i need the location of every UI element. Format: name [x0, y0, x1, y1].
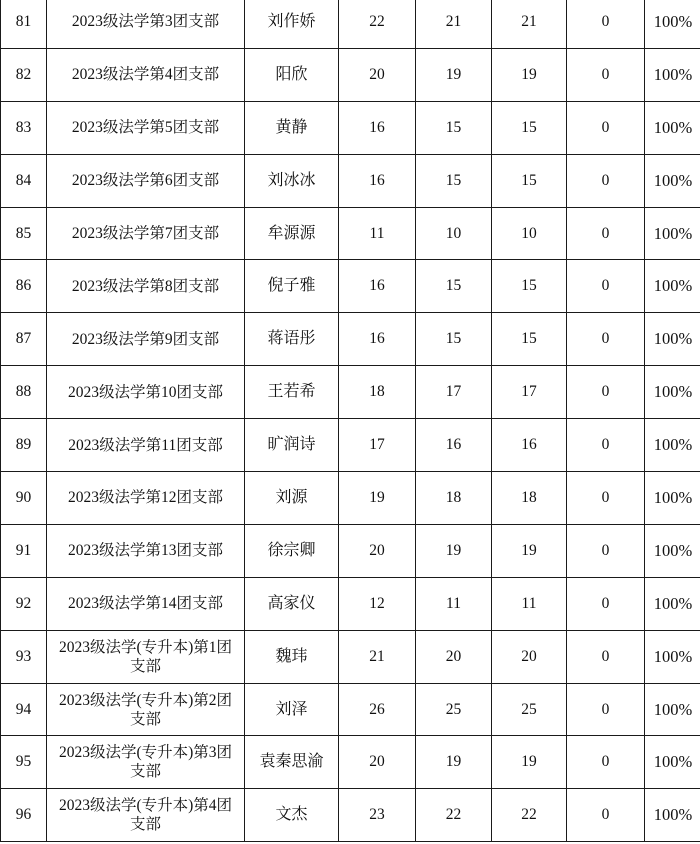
required-count-cell: 19: [416, 524, 492, 577]
table-row: [1, 313, 700, 366]
unit-name-cell: 2023级法学第8团支部: [47, 260, 245, 313]
required-count-cell: 10: [416, 207, 492, 260]
required-count-cell: 15: [416, 260, 492, 313]
unit-name-cell: 2023级法学第6团支部: [47, 154, 245, 207]
row-number-cell: 95: [1, 736, 47, 789]
required-count-cell: 22: [416, 789, 492, 842]
person-name-cell: 蒋语彤: [245, 313, 339, 366]
table-row: [1, 366, 700, 419]
completion-rate-cell: 100%: [645, 577, 700, 630]
row-number-cell: 86: [1, 260, 47, 313]
completion-rate-cell: 100%: [645, 630, 700, 683]
person-name-cell: 刘源: [245, 472, 339, 525]
missing-count-cell: 0: [567, 48, 645, 101]
required-count-cell: 17: [416, 366, 492, 419]
completed-count-cell: 22: [492, 789, 567, 842]
person-name-cell: 刘作娇: [245, 0, 339, 48]
completed-count-cell: 25: [492, 683, 567, 736]
completed-count-cell: 19: [492, 736, 567, 789]
required-count-cell: 16: [416, 419, 492, 472]
row-number-cell: 89: [1, 419, 47, 472]
table-body: [1, 0, 700, 842]
unit-name-cell: 2023级法学(专升本)第3团支部: [47, 736, 245, 789]
table-row: [1, 101, 700, 154]
completed-count-cell: 10: [492, 207, 567, 260]
completed-count-cell: 15: [492, 260, 567, 313]
completed-count-cell: 15: [492, 313, 567, 366]
completion-rate-cell: 100%: [645, 683, 700, 736]
required-count-cell: 20: [416, 630, 492, 683]
person-name-cell: 王若希: [245, 366, 339, 419]
table-row: [1, 260, 700, 313]
missing-count-cell: 0: [567, 630, 645, 683]
required-count-cell: 15: [416, 313, 492, 366]
person-name-cell: 袁秦思渝: [245, 736, 339, 789]
required-count-cell: 25: [416, 683, 492, 736]
row-number-cell: 94: [1, 683, 47, 736]
completed-count-cell: 11: [492, 577, 567, 630]
missing-count-cell: 0: [567, 524, 645, 577]
completion-rate-cell: 100%: [645, 48, 700, 101]
completion-rate-cell: 100%: [645, 154, 700, 207]
table-row: [1, 683, 700, 736]
row-number-cell: 96: [1, 789, 47, 842]
completed-count-cell: 19: [492, 48, 567, 101]
unit-name-cell: 2023级法学第4团支部: [47, 48, 245, 101]
unit-name-cell: 2023级法学(专升本)第2团支部: [47, 683, 245, 736]
total-count-cell: 17: [339, 419, 416, 472]
required-count-cell: 11: [416, 577, 492, 630]
completion-rate-cell: 100%: [645, 736, 700, 789]
total-count-cell: 11: [339, 207, 416, 260]
total-count-cell: 16: [339, 101, 416, 154]
row-number-cell: 93: [1, 630, 47, 683]
completion-rate-cell: 100%: [645, 524, 700, 577]
unit-name-cell: 2023级法学第10团支部: [47, 366, 245, 419]
completion-rate-cell: 100%: [645, 472, 700, 525]
total-count-cell: 16: [339, 260, 416, 313]
completed-count-cell: 19: [492, 524, 567, 577]
completion-rate-cell: 100%: [645, 789, 700, 842]
completion-rate-cell: 100%: [645, 366, 700, 419]
completion-rate-cell: 100%: [645, 207, 700, 260]
unit-name-cell: 2023级法学第9团支部: [47, 313, 245, 366]
total-count-cell: 18: [339, 366, 416, 419]
completed-count-cell: 15: [492, 101, 567, 154]
completed-count-cell: 18: [492, 472, 567, 525]
completion-rate-cell: 100%: [645, 313, 700, 366]
person-name-cell: 刘冰冰: [245, 154, 339, 207]
row-number-cell: 84: [1, 154, 47, 207]
completed-count-cell: 16: [492, 419, 567, 472]
unit-name-cell: 2023级法学第11团支部: [47, 419, 245, 472]
person-name-cell: 高家仪: [245, 577, 339, 630]
total-count-cell: 16: [339, 313, 416, 366]
total-count-cell: 21: [339, 630, 416, 683]
unit-name-cell: 2023级法学第3团支部: [47, 0, 245, 48]
completed-count-cell: 17: [492, 366, 567, 419]
required-count-cell: 19: [416, 736, 492, 789]
completion-rate-cell: 100%: [645, 101, 700, 154]
person-name-cell: 牟源源: [245, 207, 339, 260]
table-row: [1, 524, 700, 577]
person-name-cell: 旷润诗: [245, 419, 339, 472]
table-row: [1, 154, 700, 207]
table-row: [1, 48, 700, 101]
unit-name-cell: 2023级法学第12团支部: [47, 472, 245, 525]
missing-count-cell: 0: [567, 101, 645, 154]
person-name-cell: 徐宗卿: [245, 524, 339, 577]
row-number-cell: 88: [1, 366, 47, 419]
total-count-cell: 20: [339, 736, 416, 789]
missing-count-cell: 0: [567, 472, 645, 525]
row-number-cell: 82: [1, 48, 47, 101]
table-row: [1, 419, 700, 472]
table-row: [1, 577, 700, 630]
completion-rate-cell: 100%: [645, 260, 700, 313]
person-name-cell: 文杰: [245, 789, 339, 842]
required-count-cell: 18: [416, 472, 492, 525]
total-count-cell: 16: [339, 154, 416, 207]
missing-count-cell: 0: [567, 683, 645, 736]
row-number-cell: 85: [1, 207, 47, 260]
required-count-cell: 19: [416, 48, 492, 101]
table-row: [1, 207, 700, 260]
person-name-cell: 阳欣: [245, 48, 339, 101]
row-number-cell: 90: [1, 472, 47, 525]
total-count-cell: 12: [339, 577, 416, 630]
person-name-cell: 刘泽: [245, 683, 339, 736]
table-row: [1, 472, 700, 525]
unit-name-cell: 2023级法学第7团支部: [47, 207, 245, 260]
completed-count-cell: 21: [492, 0, 567, 48]
completed-count-cell: 20: [492, 630, 567, 683]
person-name-cell: 倪子雅: [245, 260, 339, 313]
completed-count-cell: 15: [492, 154, 567, 207]
missing-count-cell: 0: [567, 260, 645, 313]
missing-count-cell: 0: [567, 419, 645, 472]
person-name-cell: 黄静: [245, 101, 339, 154]
required-count-cell: 15: [416, 101, 492, 154]
missing-count-cell: 0: [567, 577, 645, 630]
table-row: [1, 789, 700, 842]
unit-name-cell: 2023级法学第5团支部: [47, 101, 245, 154]
missing-count-cell: 0: [567, 736, 645, 789]
unit-name-cell: 2023级法学(专升本)第1团支部: [47, 630, 245, 683]
row-number-cell: 87: [1, 313, 47, 366]
missing-count-cell: 0: [567, 313, 645, 366]
completion-rate-cell: 100%: [645, 419, 700, 472]
missing-count-cell: 0: [567, 366, 645, 419]
missing-count-cell: 0: [567, 154, 645, 207]
total-count-cell: 23: [339, 789, 416, 842]
total-count-cell: 20: [339, 48, 416, 101]
missing-count-cell: 0: [567, 0, 645, 48]
missing-count-cell: 0: [567, 789, 645, 842]
total-count-cell: 26: [339, 683, 416, 736]
total-count-cell: 22: [339, 0, 416, 48]
completion-rate-cell: 100%: [645, 0, 700, 48]
table-row: [1, 736, 700, 789]
unit-name-cell: 2023级法学第14团支部: [47, 577, 245, 630]
person-name-cell: 魏玮: [245, 630, 339, 683]
missing-count-cell: 0: [567, 207, 645, 260]
total-count-cell: 19: [339, 472, 416, 525]
required-count-cell: 21: [416, 0, 492, 48]
row-number-cell: 81: [1, 0, 47, 48]
row-number-cell: 83: [1, 101, 47, 154]
table-row: [1, 630, 700, 683]
unit-name-cell: 2023级法学第13团支部: [47, 524, 245, 577]
unit-name-cell: 2023级法学(专升本)第4团支部: [47, 789, 245, 842]
table-row: [1, 0, 700, 48]
total-count-cell: 20: [339, 524, 416, 577]
row-number-cell: 91: [1, 524, 47, 577]
row-number-cell: 92: [1, 577, 47, 630]
required-count-cell: 15: [416, 154, 492, 207]
